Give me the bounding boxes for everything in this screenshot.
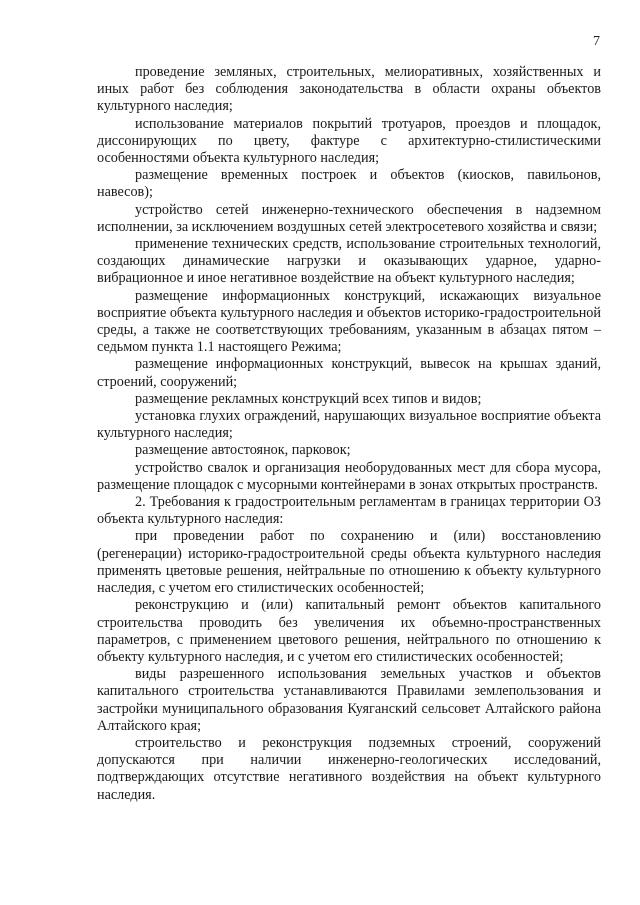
paragraph: использование материалов покрытий тротуаров, проездов и площадок, диссонирующих по цвету, фактуре с архитектурно-стилистическими особенностями объекта культурного наследия; bbox=[97, 115, 601, 167]
paragraph: проведение земляных, строительных, мелиоративных, хозяйственных и иных работ без соблюдения законодательства в области охраны объектов культурного наследия; bbox=[97, 64, 601, 115]
paragraph: размещение рекламных конструкций всех типов и видов; bbox=[135, 390, 482, 407]
paragraph: реконструкцию и (или) капитальный ремонт объектов капитального строительства проводить без увеличения их объемно-пространственных параметров, с применением цветового решения, нейтрального по отношению к объекту культурного наследия, и с учетом его стилистических особенностей; bbox=[97, 597, 601, 665]
paragraph: размещение временных построек и объектов (киосков, павильонов, навесов); bbox=[97, 167, 601, 201]
section-heading-paragraph: 2. Требования к градостроительным регламентам в границах территории ОЗ объекта культурного наследия: bbox=[97, 494, 601, 528]
document-body bbox=[97, 64, 601, 804]
paragraph: размещение информационных конструкций, искажающих визуальное восприятие объекта культурного наследия и объектов историко-градостроительной среды, а также не соответствующих требованиям, указанным в абзацах пятом – седьмом пункта 1.1 настоящего Режима; bbox=[97, 287, 601, 356]
paragraph: строительство и реконструкция подземных строений, сооружений допускаются при наличии инженерно-геологических исследований, подтверждающих отсутствие негативного воздействия на объект культурного наследия. bbox=[97, 734, 601, 803]
paragraph: при проведении работ по сохранению и (или) восстановлению (регенерации) историко-градостроительной среды объекта культурного наследия применять цветовые решения, нейтральные по отношению к объекту культурного наследия, с учетом его стилистических особенностей; bbox=[97, 528, 601, 597]
paragraph: устройство сетей инженерно-технического обеспечения в надземном исполнении, за исключением воздушных сетей электросетевого хозяйства и связи; bbox=[97, 201, 601, 235]
paragraph: размещение информационных конструкций, вывесок на крышах зданий, строений, сооружений; bbox=[97, 356, 601, 390]
paragraph: устройство свалок и организация необорудованных мест для сбора мусора, размещение площадок с мусорными контейнерами в зонах открытых пространств. bbox=[97, 459, 601, 493]
paragraph: виды разрешенного использования земельных участков и объектов капитального строительства устанавливаются Правилами землепользования и застройки муниципального образования Куяганский сельсовет Алтайского района Алтайского края; bbox=[97, 666, 601, 734]
paragraph: установка глухих ограждений, нарушающих визуальное восприятие объекта культурного наследия; bbox=[97, 408, 601, 442]
paragraph: применение технических средств, использование строительных технологий, создающих динамические нагрузки и оказывающих ударное, ударно-вибрационное и иное негативное воздействие на объект культурного наследия; bbox=[97, 236, 601, 287]
paragraph: размещение автостоянок, парковок; bbox=[135, 442, 351, 459]
page-number: 7 bbox=[593, 34, 600, 49]
